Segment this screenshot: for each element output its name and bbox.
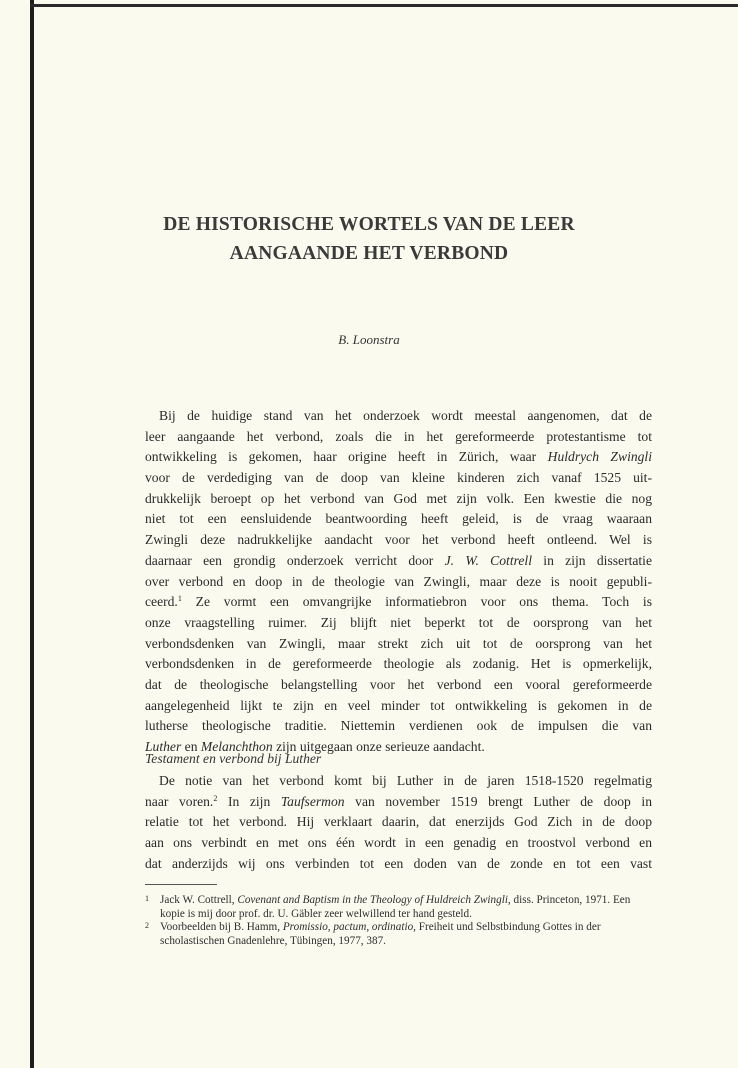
- footnote-number: 2: [145, 921, 149, 930]
- body-line: drukkelijk beroept op het verbond van God met zijn volk. Een kwestie die nog: [145, 490, 652, 506]
- scan-edge-left: [30, 0, 34, 1068]
- body-line: voor de verdediging van de doop van kleine kinderen zich vanaf 1525 uit-: [145, 470, 652, 486]
- footnote-ref[interactable]: 2: [213, 793, 218, 803]
- paragraph-2: [145, 771, 652, 874]
- work-title: Promissio, pactum, ordinatio,: [282, 921, 416, 933]
- section-heading: Testament en verbond bij Luther: [145, 751, 322, 766]
- footnote-divider: [145, 884, 217, 885]
- work-title: Covenant and Baptism in the Theology of Huldreich Zwingli,: [237, 894, 511, 906]
- body-line: aangelegenheid lijkt te zijn en veel minder tot ontwikkeling is gekomen in de: [145, 697, 652, 713]
- body-line: leer aangaande het verbond, zoals die in het gereformeerde protestantisme tot: [145, 428, 652, 444]
- work-title: Taufsermon: [280, 793, 345, 809]
- body-line: dat de theologische belangstelling voor het verbond een vooral gereformeerde: [145, 676, 652, 692]
- person-name: Melanchthon: [200, 739, 273, 754]
- body-line: onze vraagstelling ruimer. Zij blijft niet beperkt tot de oorsprong van het: [145, 614, 652, 630]
- body-line: relatie tot het verbond. Hij verklaart daarin, dat enerzijds God Zich in de doop: [145, 814, 652, 830]
- title-line-2: AANGAANDE HET VERBOND: [229, 243, 509, 264]
- body-line: Bij de huidige stand van het onderzoek wordt meestal aangenomen, dat de: [159, 408, 652, 423]
- body-line: niet tot een eensluidende beantwoording heeft geleid, is de vraag waaraan: [145, 511, 652, 527]
- body-line: De notie van het verbond komt bij Luther in de jaren 1518-1520 regelmatig: [159, 773, 652, 788]
- title-line-1: DE HISTORISCHE WORTELS VAN DE LEER: [163, 214, 575, 235]
- body-line: over verbond en doop in de theologie van Zwingli, maar deze is nooit gepubli-: [145, 573, 652, 589]
- body-line: verbondsdenken van Zwingli, maar strekt zich uit tot de oorsprong van het: [145, 635, 652, 651]
- body-line: lutherse theologische traditie. Niettemin verdienen ook de impulsen die van: [145, 718, 652, 734]
- body-line: ceerd.$^1$ Ze vormt een omvangrijke informatiebron voor ons thema. Toch is: [145, 594, 652, 610]
- body-line: ontwikkeling is gekomen, haar origine heeft in Zürich, waar Huldrych Zwingli: [145, 449, 652, 465]
- body-line: aan ons verbindt en met ons één wordt in een genadig en troostvol verbond en: [145, 835, 652, 851]
- body-line: naar voren.$^2$ In zijn Taufsermon van november 1519 brengt Luther de doop in: [145, 793, 652, 809]
- paragraph-1: [145, 406, 652, 758]
- body-line: Luther en Melanchthon zijn uitgegaan onze serieuze aandacht.: [145, 739, 485, 754]
- body-line: daarnaar een grondig onderzoek verricht door J. W. Cottrell in zijn dissertatie: [145, 552, 652, 568]
- footnote-2: 2 Voorbeelden bij B. Hamm, Promissio, pactum, ordinatio, Freiheit und Selbstbindung Gottes in der scholastischen Gnadenlehre, Tübingen, 1977, 387.: [145, 921, 601, 947]
- author-name: B. Loonstra: [338, 332, 400, 347]
- footnotes: [145, 894, 652, 948]
- body-line: Zwingli deze nadrukkelijke aandacht voor het verbond heeft ontleend. Wel is: [145, 532, 652, 548]
- body-line: verbondsdenken in de gereformeerde theologie als zodanig. Het is opmerkelijk,: [145, 656, 652, 672]
- footnote-1: 1 Jack W. Cottrell, Covenant and Baptism in the Theology of Huldreich Zwingli, diss. Princeton, 1971. Een kopie is mij door prof. dr. U. Gäbler zeer welwillend ter hand gesteld.: [145, 894, 631, 920]
- footnote-number: 1: [145, 894, 149, 903]
- footnote-ref[interactable]: 1: [177, 594, 182, 604]
- person-name: J. W. Cottrell: [444, 552, 532, 568]
- article-title: [0, 210, 738, 268]
- scan-edge-top: [30, 4, 738, 7]
- body-line: dat anderzijds wij ons verbinden tot een doden van de zonde en tot een vast: [145, 855, 652, 871]
- person-name: Luther: [145, 739, 182, 754]
- person-name: Huldrych Zwingli: [547, 449, 652, 465]
